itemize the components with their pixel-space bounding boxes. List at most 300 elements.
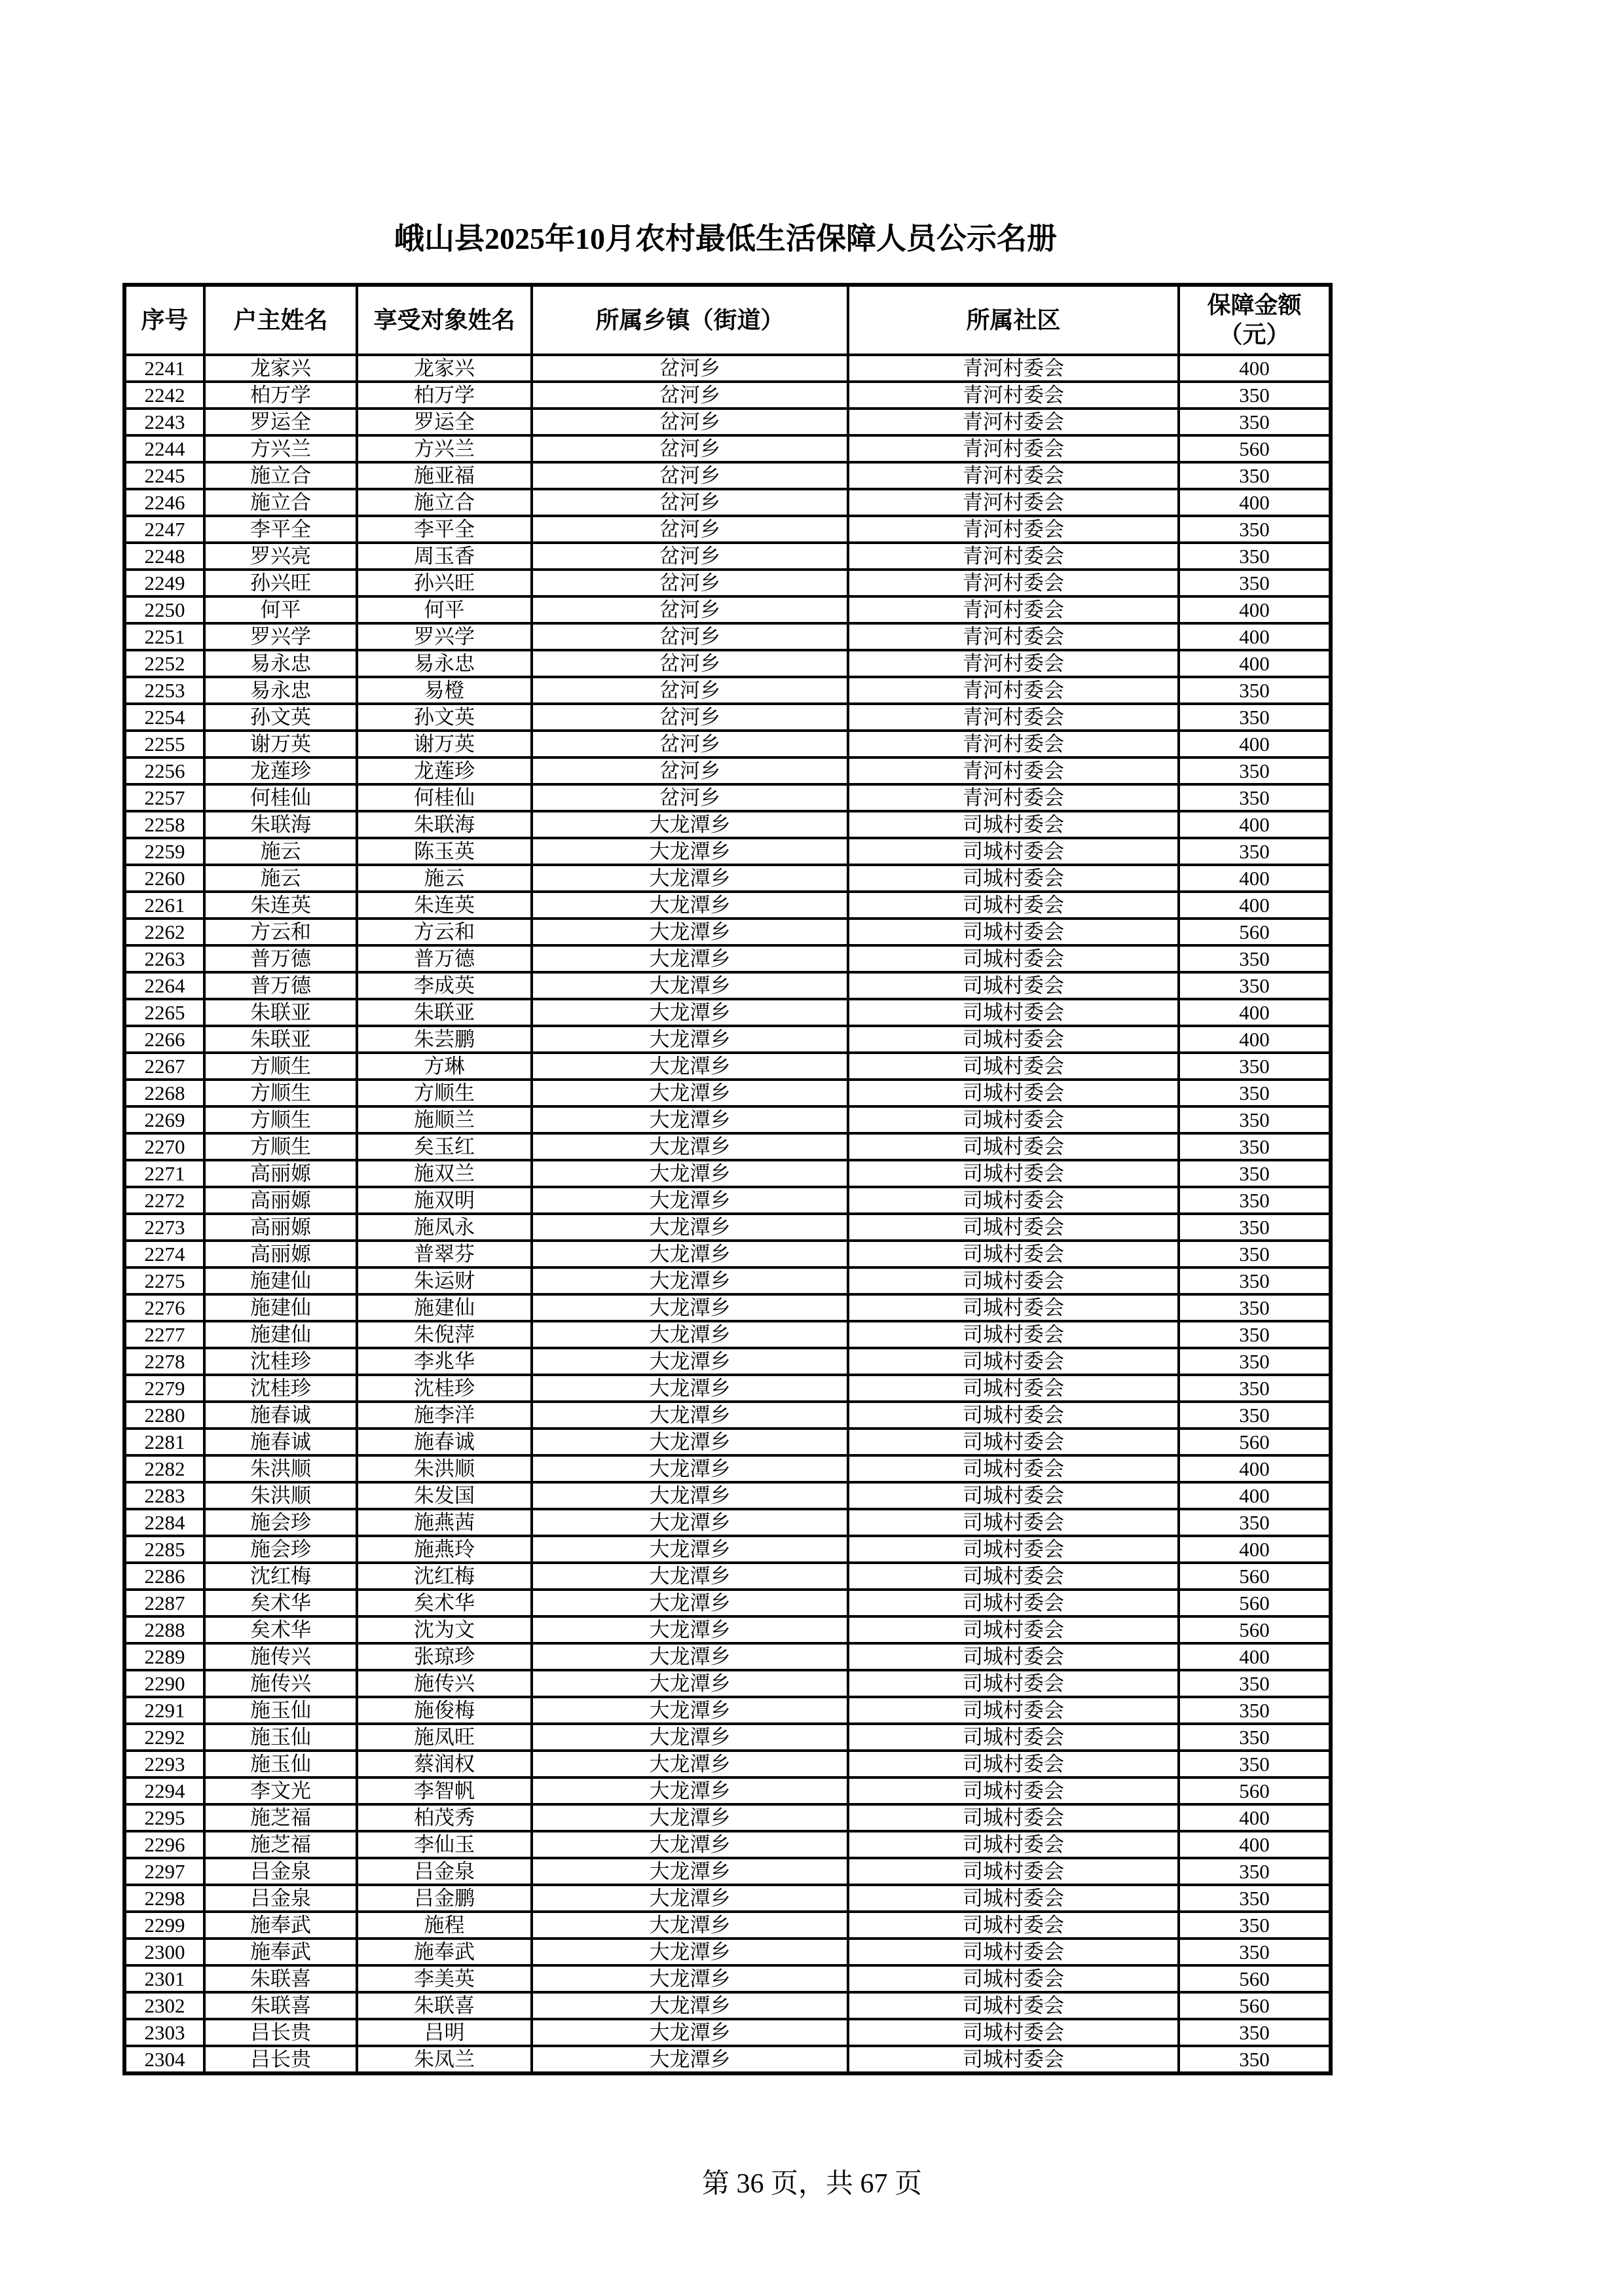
beneficiary-name-cell: 朱连英 bbox=[357, 892, 532, 919]
household-name-cell: 普万德 bbox=[204, 945, 357, 972]
township-cell: 大龙潭乡 bbox=[532, 1080, 848, 1106]
serial-cell: 2283 bbox=[124, 1482, 204, 1509]
amount-cell: 350 bbox=[1179, 1375, 1331, 1402]
col-header-household-name: 户主姓名 bbox=[204, 285, 357, 355]
beneficiary-name-cell: 朱凤兰 bbox=[357, 2046, 532, 2073]
household-name-cell: 施春诚 bbox=[204, 1402, 357, 1429]
household-name-cell: 吕金泉 bbox=[204, 1885, 357, 1912]
township-cell: 大龙潭乡 bbox=[532, 1885, 848, 1912]
community-cell: 青河村委会 bbox=[848, 757, 1179, 784]
beneficiary-name-cell: 朱联亚 bbox=[357, 999, 532, 1026]
table-row bbox=[124, 1885, 1331, 1912]
household-name-cell: 孙兴旺 bbox=[204, 570, 357, 596]
table-row bbox=[124, 1375, 1331, 1402]
township-cell: 大龙潭乡 bbox=[532, 1053, 848, 1080]
township-cell: 岔河乡 bbox=[532, 784, 848, 811]
township-cell: 大龙潭乡 bbox=[532, 972, 848, 999]
township-cell: 大龙潭乡 bbox=[532, 2019, 848, 2046]
table-row bbox=[124, 945, 1331, 972]
serial-cell: 2288 bbox=[124, 1616, 204, 1643]
community-cell: 青河村委会 bbox=[848, 355, 1179, 382]
beneficiary-name-cell: 朱发国 bbox=[357, 1482, 532, 1509]
community-cell: 司城村委会 bbox=[848, 1912, 1179, 1939]
community-cell: 青河村委会 bbox=[848, 409, 1179, 435]
community-cell: 司城村委会 bbox=[848, 1939, 1179, 1965]
community-cell: 司城村委会 bbox=[848, 1294, 1179, 1321]
table-row bbox=[124, 2019, 1331, 2046]
household-name-cell: 方兴兰 bbox=[204, 435, 357, 462]
table-row bbox=[124, 1214, 1331, 1241]
household-name-cell: 沈桂珍 bbox=[204, 1348, 357, 1375]
township-cell: 岔河乡 bbox=[532, 570, 848, 596]
beneficiary-name-cell: 李平全 bbox=[357, 516, 532, 543]
beneficiary-name-cell: 陈玉英 bbox=[357, 838, 532, 865]
township-cell: 岔河乡 bbox=[532, 516, 848, 543]
household-name-cell: 矣术华 bbox=[204, 1590, 357, 1616]
household-name-cell: 施芝福 bbox=[204, 1804, 357, 1831]
serial-cell: 2287 bbox=[124, 1590, 204, 1616]
serial-cell: 2246 bbox=[124, 489, 204, 516]
table-row bbox=[124, 1133, 1331, 1160]
table-row bbox=[124, 1670, 1331, 1697]
serial-cell: 2255 bbox=[124, 731, 204, 757]
table-row bbox=[124, 1106, 1331, 1133]
serial-cell: 2267 bbox=[124, 1053, 204, 1080]
beneficiary-name-cell: 朱洪顺 bbox=[357, 1455, 532, 1482]
township-cell: 大龙潭乡 bbox=[532, 1106, 848, 1133]
beneficiary-name-cell: 龙家兴 bbox=[357, 355, 532, 382]
beneficiary-name-cell: 施建仙 bbox=[357, 1294, 532, 1321]
township-cell: 大龙潭乡 bbox=[532, 1724, 848, 1751]
household-name-cell: 高丽嫄 bbox=[204, 1160, 357, 1187]
amount-cell: 400 bbox=[1179, 731, 1331, 757]
amount-cell: 350 bbox=[1179, 2019, 1331, 2046]
amount-cell: 400 bbox=[1179, 489, 1331, 516]
community-cell: 司城村委会 bbox=[848, 1133, 1179, 1160]
beneficiary-name-cell: 矣玉红 bbox=[357, 1133, 532, 1160]
amount-cell: 560 bbox=[1179, 919, 1331, 945]
table-row bbox=[124, 1804, 1331, 1831]
beneficiary-name-cell: 柏万学 bbox=[357, 382, 532, 409]
beneficiary-name-cell: 施奉武 bbox=[357, 1939, 532, 1965]
col-header-beneficiary-name: 享受对象姓名 bbox=[357, 285, 532, 355]
township-cell: 大龙潭乡 bbox=[532, 1751, 848, 1777]
community-cell: 司城村委会 bbox=[848, 1348, 1179, 1375]
community-cell: 司城村委会 bbox=[848, 2019, 1179, 2046]
table-row bbox=[124, 2046, 1331, 2073]
table-row bbox=[124, 784, 1331, 811]
township-cell: 大龙潭乡 bbox=[532, 1160, 848, 1187]
amount-cell: 350 bbox=[1179, 1670, 1331, 1697]
amount-cell: 400 bbox=[1179, 1455, 1331, 1482]
table-row bbox=[124, 570, 1331, 596]
beneficiary-name-cell: 施凤旺 bbox=[357, 1724, 532, 1751]
table-row bbox=[124, 462, 1331, 489]
table-header-row bbox=[124, 285, 1331, 355]
table-row bbox=[124, 704, 1331, 731]
beneficiary-name-cell: 何桂仙 bbox=[357, 784, 532, 811]
community-cell: 司城村委会 bbox=[848, 1187, 1179, 1214]
household-name-cell: 易永忠 bbox=[204, 650, 357, 677]
household-name-cell: 施云 bbox=[204, 865, 357, 892]
beneficiary-name-cell: 朱运财 bbox=[357, 1267, 532, 1294]
household-name-cell: 施传兴 bbox=[204, 1670, 357, 1697]
household-name-cell: 罗兴学 bbox=[204, 623, 357, 650]
table-row bbox=[124, 1482, 1331, 1509]
amount-cell: 350 bbox=[1179, 704, 1331, 731]
col-header-community: 所属社区 bbox=[848, 285, 1179, 355]
township-cell: 岔河乡 bbox=[532, 757, 848, 784]
community-cell: 青河村委会 bbox=[848, 516, 1179, 543]
table-body bbox=[124, 355, 1331, 2073]
table-row bbox=[124, 489, 1331, 516]
serial-cell: 2245 bbox=[124, 462, 204, 489]
community-cell: 司城村委会 bbox=[848, 1267, 1179, 1294]
beneficiary-name-cell: 沈为文 bbox=[357, 1616, 532, 1643]
beneficiary-name-cell: 朱倪萍 bbox=[357, 1321, 532, 1348]
serial-cell: 2282 bbox=[124, 1455, 204, 1482]
community-cell: 青河村委会 bbox=[848, 435, 1179, 462]
amount-cell: 400 bbox=[1179, 1482, 1331, 1509]
beneficiary-name-cell: 施传兴 bbox=[357, 1670, 532, 1697]
serial-cell: 2294 bbox=[124, 1777, 204, 1804]
serial-cell: 2292 bbox=[124, 1724, 204, 1751]
community-cell: 司城村委会 bbox=[848, 892, 1179, 919]
serial-cell: 2277 bbox=[124, 1321, 204, 1348]
table-row bbox=[124, 1053, 1331, 1080]
community-cell: 司城村委会 bbox=[848, 1455, 1179, 1482]
amount-cell: 560 bbox=[1179, 1777, 1331, 1804]
township-cell: 大龙潭乡 bbox=[532, 1402, 848, 1429]
table-row bbox=[124, 1858, 1331, 1885]
col-header-amount-line2: （元） bbox=[1219, 321, 1290, 348]
beneficiary-name-cell: 吕金鹏 bbox=[357, 1885, 532, 1912]
beneficiary-name-cell: 龙莲珍 bbox=[357, 757, 532, 784]
township-cell: 岔河乡 bbox=[532, 731, 848, 757]
community-cell: 青河村委会 bbox=[848, 543, 1179, 570]
beneficiary-name-cell: 施李洋 bbox=[357, 1402, 532, 1429]
serial-cell: 2254 bbox=[124, 704, 204, 731]
table-row bbox=[124, 1912, 1331, 1939]
community-cell: 司城村委会 bbox=[848, 1106, 1179, 1133]
serial-cell: 2269 bbox=[124, 1106, 204, 1133]
beneficiary-name-cell: 方琳 bbox=[357, 1053, 532, 1080]
beneficiary-name-cell: 矣术华 bbox=[357, 1590, 532, 1616]
household-name-cell: 方顺生 bbox=[204, 1053, 357, 1080]
household-name-cell: 沈红梅 bbox=[204, 1563, 357, 1590]
amount-cell: 350 bbox=[1179, 2046, 1331, 2073]
serial-cell: 2268 bbox=[124, 1080, 204, 1106]
table-row bbox=[124, 1831, 1331, 1858]
community-cell: 青河村委会 bbox=[848, 489, 1179, 516]
community-cell: 青河村委会 bbox=[848, 623, 1179, 650]
serial-cell: 2244 bbox=[124, 435, 204, 462]
household-name-cell: 龙家兴 bbox=[204, 355, 357, 382]
serial-cell: 2302 bbox=[124, 1992, 204, 2019]
table-row bbox=[124, 543, 1331, 570]
table-row bbox=[124, 865, 1331, 892]
amount-cell: 350 bbox=[1179, 382, 1331, 409]
serial-cell: 2279 bbox=[124, 1375, 204, 1402]
household-name-cell: 谢万英 bbox=[204, 731, 357, 757]
township-cell: 岔河乡 bbox=[532, 462, 848, 489]
page-number-text: 第 36 页，共 67 页 bbox=[701, 2169, 922, 2199]
township-cell: 岔河乡 bbox=[532, 623, 848, 650]
community-cell: 司城村委会 bbox=[848, 1402, 1179, 1429]
amount-cell: 350 bbox=[1179, 972, 1331, 999]
household-name-cell: 朱洪顺 bbox=[204, 1455, 357, 1482]
amount-cell: 350 bbox=[1179, 945, 1331, 972]
beneficiary-name-cell: 蔡润权 bbox=[357, 1751, 532, 1777]
township-cell: 大龙潭乡 bbox=[532, 1214, 848, 1241]
amount-cell: 350 bbox=[1179, 1321, 1331, 1348]
township-cell: 大龙潭乡 bbox=[532, 1267, 848, 1294]
amount-cell: 350 bbox=[1179, 570, 1331, 596]
beneficiary-name-cell: 施亚福 bbox=[357, 462, 532, 489]
beneficiary-name-cell: 朱芸鹏 bbox=[357, 1026, 532, 1053]
serial-cell: 2286 bbox=[124, 1563, 204, 1590]
table-row bbox=[124, 1160, 1331, 1187]
community-cell: 司城村委会 bbox=[848, 1080, 1179, 1106]
community-cell: 司城村委会 bbox=[848, 1590, 1179, 1616]
beneficiary-name-cell: 沈桂珍 bbox=[357, 1375, 532, 1402]
township-cell: 大龙潭乡 bbox=[532, 1965, 848, 1992]
township-cell: 大龙潭乡 bbox=[532, 1992, 848, 2019]
amount-cell: 560 bbox=[1179, 1590, 1331, 1616]
household-name-cell: 易永忠 bbox=[204, 677, 357, 704]
serial-cell: 2297 bbox=[124, 1858, 204, 1885]
household-name-cell: 施建仙 bbox=[204, 1294, 357, 1321]
household-name-cell: 柏万学 bbox=[204, 382, 357, 409]
township-cell: 大龙潭乡 bbox=[532, 1429, 848, 1455]
serial-cell: 2251 bbox=[124, 623, 204, 650]
table-row bbox=[124, 1965, 1331, 1992]
table-row bbox=[124, 1992, 1331, 2019]
serial-cell: 2257 bbox=[124, 784, 204, 811]
table-row bbox=[124, 1590, 1331, 1616]
table-row bbox=[124, 650, 1331, 677]
community-cell: 司城村委会 bbox=[848, 1724, 1179, 1751]
serial-cell: 2259 bbox=[124, 838, 204, 865]
table-row bbox=[124, 838, 1331, 865]
serial-cell: 2293 bbox=[124, 1751, 204, 1777]
community-cell: 青河村委会 bbox=[848, 784, 1179, 811]
beneficiary-name-cell: 吕明 bbox=[357, 2019, 532, 2046]
welfare-roster-table bbox=[122, 283, 1333, 2075]
household-name-cell: 朱联亚 bbox=[204, 1026, 357, 1053]
amount-cell: 350 bbox=[1179, 1912, 1331, 1939]
table-row bbox=[124, 1616, 1331, 1643]
beneficiary-name-cell: 施俊梅 bbox=[357, 1697, 532, 1724]
amount-cell: 350 bbox=[1179, 757, 1331, 784]
table-row bbox=[124, 1777, 1331, 1804]
amount-cell: 400 bbox=[1179, 650, 1331, 677]
township-cell: 岔河乡 bbox=[532, 382, 848, 409]
beneficiary-name-cell: 普翠芬 bbox=[357, 1241, 532, 1267]
serial-cell: 2266 bbox=[124, 1026, 204, 1053]
community-cell: 司城村委会 bbox=[848, 1885, 1179, 1912]
amount-cell: 350 bbox=[1179, 1697, 1331, 1724]
community-cell: 司城村委会 bbox=[848, 1509, 1179, 1536]
beneficiary-name-cell: 易橙 bbox=[357, 677, 532, 704]
table-row bbox=[124, 1429, 1331, 1455]
serial-cell: 2303 bbox=[124, 2019, 204, 2046]
serial-cell: 2261 bbox=[124, 892, 204, 919]
amount-cell: 560 bbox=[1179, 1429, 1331, 1455]
community-cell: 青河村委会 bbox=[848, 650, 1179, 677]
amount-cell: 400 bbox=[1179, 355, 1331, 382]
amount-cell: 350 bbox=[1179, 1080, 1331, 1106]
community-cell: 司城村委会 bbox=[848, 945, 1179, 972]
community-cell: 青河村委会 bbox=[848, 704, 1179, 731]
table-row bbox=[124, 1563, 1331, 1590]
township-cell: 大龙潭乡 bbox=[532, 1804, 848, 1831]
community-cell: 司城村委会 bbox=[848, 1536, 1179, 1563]
beneficiary-name-cell: 李成英 bbox=[357, 972, 532, 999]
table-row bbox=[124, 1348, 1331, 1375]
amount-cell: 350 bbox=[1179, 838, 1331, 865]
household-name-cell: 施玉仙 bbox=[204, 1724, 357, 1751]
township-cell: 岔河乡 bbox=[532, 650, 848, 677]
page-title: 峨山县2025年10月农村最低生活保障人员公示名册 bbox=[394, 222, 1057, 255]
table-row bbox=[124, 409, 1331, 435]
beneficiary-name-cell: 沈红梅 bbox=[357, 1563, 532, 1590]
table-row bbox=[124, 1643, 1331, 1670]
household-name-cell: 施会珍 bbox=[204, 1536, 357, 1563]
serial-cell: 2252 bbox=[124, 650, 204, 677]
township-cell: 大龙潭乡 bbox=[532, 1482, 848, 1509]
col-header-amount-line1: 保障金额 bbox=[1207, 292, 1302, 318]
beneficiary-name-cell: 李美英 bbox=[357, 1965, 532, 1992]
amount-cell: 350 bbox=[1179, 1160, 1331, 1187]
table-row bbox=[124, 1321, 1331, 1348]
township-cell: 岔河乡 bbox=[532, 677, 848, 704]
table-row bbox=[124, 811, 1331, 838]
community-cell: 青河村委会 bbox=[848, 382, 1179, 409]
serial-cell: 2265 bbox=[124, 999, 204, 1026]
township-cell: 大龙潭乡 bbox=[532, 1858, 848, 1885]
serial-cell: 2284 bbox=[124, 1509, 204, 1536]
table-row bbox=[124, 516, 1331, 543]
amount-cell: 350 bbox=[1179, 1885, 1331, 1912]
township-cell: 大龙潭乡 bbox=[532, 1831, 848, 1858]
community-cell: 司城村委会 bbox=[848, 1992, 1179, 2019]
household-name-cell: 吕金泉 bbox=[204, 1858, 357, 1885]
community-cell: 司城村委会 bbox=[848, 1616, 1179, 1643]
household-name-cell: 朱洪顺 bbox=[204, 1482, 357, 1509]
community-cell: 司城村委会 bbox=[848, 1160, 1179, 1187]
amount-cell: 400 bbox=[1179, 1804, 1331, 1831]
table-row bbox=[124, 355, 1331, 382]
serial-cell: 2290 bbox=[124, 1670, 204, 1697]
household-name-cell: 施立合 bbox=[204, 462, 357, 489]
amount-cell: 350 bbox=[1179, 516, 1331, 543]
household-name-cell: 方云和 bbox=[204, 919, 357, 945]
serial-cell: 2285 bbox=[124, 1536, 204, 1563]
serial-cell: 2271 bbox=[124, 1160, 204, 1187]
table-row bbox=[124, 677, 1331, 704]
beneficiary-name-cell: 何平 bbox=[357, 596, 532, 623]
community-cell: 司城村委会 bbox=[848, 1965, 1179, 1992]
community-cell: 司城村委会 bbox=[848, 2046, 1179, 2073]
amount-cell: 400 bbox=[1179, 596, 1331, 623]
community-cell: 司城村委会 bbox=[848, 1482, 1179, 1509]
household-name-cell: 施奉武 bbox=[204, 1912, 357, 1939]
beneficiary-name-cell: 施顺兰 bbox=[357, 1106, 532, 1133]
amount-cell: 400 bbox=[1179, 999, 1331, 1026]
serial-cell: 2241 bbox=[124, 355, 204, 382]
amount-cell: 400 bbox=[1179, 623, 1331, 650]
serial-cell: 2258 bbox=[124, 811, 204, 838]
table-row bbox=[124, 1509, 1331, 1536]
amount-cell: 350 bbox=[1179, 1724, 1331, 1751]
serial-cell: 2263 bbox=[124, 945, 204, 972]
township-cell: 大龙潭乡 bbox=[532, 1375, 848, 1402]
amount-cell: 400 bbox=[1179, 865, 1331, 892]
community-cell: 司城村委会 bbox=[848, 919, 1179, 945]
household-name-cell: 罗运全 bbox=[204, 409, 357, 435]
household-name-cell: 沈桂珍 bbox=[204, 1375, 357, 1402]
amount-cell: 350 bbox=[1179, 1241, 1331, 1267]
community-cell: 司城村委会 bbox=[848, 1321, 1179, 1348]
township-cell: 岔河乡 bbox=[532, 409, 848, 435]
township-cell: 大龙潭乡 bbox=[532, 1187, 848, 1214]
table-row bbox=[124, 1402, 1331, 1429]
table-row bbox=[124, 435, 1331, 462]
household-name-cell: 方顺生 bbox=[204, 1106, 357, 1133]
township-cell: 大龙潭乡 bbox=[532, 1697, 848, 1724]
community-cell: 司城村委会 bbox=[848, 1670, 1179, 1697]
table-row bbox=[124, 999, 1331, 1026]
household-name-cell: 高丽嫄 bbox=[204, 1241, 357, 1267]
community-cell: 司城村委会 bbox=[848, 1858, 1179, 1885]
amount-cell: 560 bbox=[1179, 435, 1331, 462]
township-cell: 大龙潭乡 bbox=[532, 811, 848, 838]
table-row bbox=[124, 1455, 1331, 1482]
serial-cell: 2281 bbox=[124, 1429, 204, 1455]
table-row bbox=[124, 1724, 1331, 1751]
household-name-cell: 施奉武 bbox=[204, 1939, 357, 1965]
amount-cell: 400 bbox=[1179, 1536, 1331, 1563]
amount-cell: 400 bbox=[1179, 1831, 1331, 1858]
household-name-cell: 何平 bbox=[204, 596, 357, 623]
beneficiary-name-cell: 谢万英 bbox=[357, 731, 532, 757]
table-row bbox=[124, 382, 1331, 409]
serial-cell: 2243 bbox=[124, 409, 204, 435]
township-cell: 岔河乡 bbox=[532, 704, 848, 731]
household-name-cell: 施立合 bbox=[204, 489, 357, 516]
community-cell: 司城村委会 bbox=[848, 972, 1179, 999]
amount-cell: 350 bbox=[1179, 1053, 1331, 1080]
community-cell: 青河村委会 bbox=[848, 677, 1179, 704]
township-cell: 大龙潭乡 bbox=[532, 1026, 848, 1053]
beneficiary-name-cell: 施程 bbox=[357, 1912, 532, 1939]
serial-cell: 2274 bbox=[124, 1241, 204, 1267]
serial-cell: 2256 bbox=[124, 757, 204, 784]
amount-cell: 350 bbox=[1179, 1751, 1331, 1777]
community-cell: 司城村委会 bbox=[848, 1804, 1179, 1831]
table-row bbox=[124, 892, 1331, 919]
amount-cell: 350 bbox=[1179, 1106, 1331, 1133]
document-body bbox=[122, 215, 1329, 2075]
household-name-cell: 施玉仙 bbox=[204, 1751, 357, 1777]
township-cell: 岔河乡 bbox=[532, 596, 848, 623]
serial-cell: 2295 bbox=[124, 1804, 204, 1831]
township-cell: 岔河乡 bbox=[532, 543, 848, 570]
page-footer bbox=[0, 2162, 1624, 2201]
amount-cell: 560 bbox=[1179, 1616, 1331, 1643]
beneficiary-name-cell: 方云和 bbox=[357, 919, 532, 945]
